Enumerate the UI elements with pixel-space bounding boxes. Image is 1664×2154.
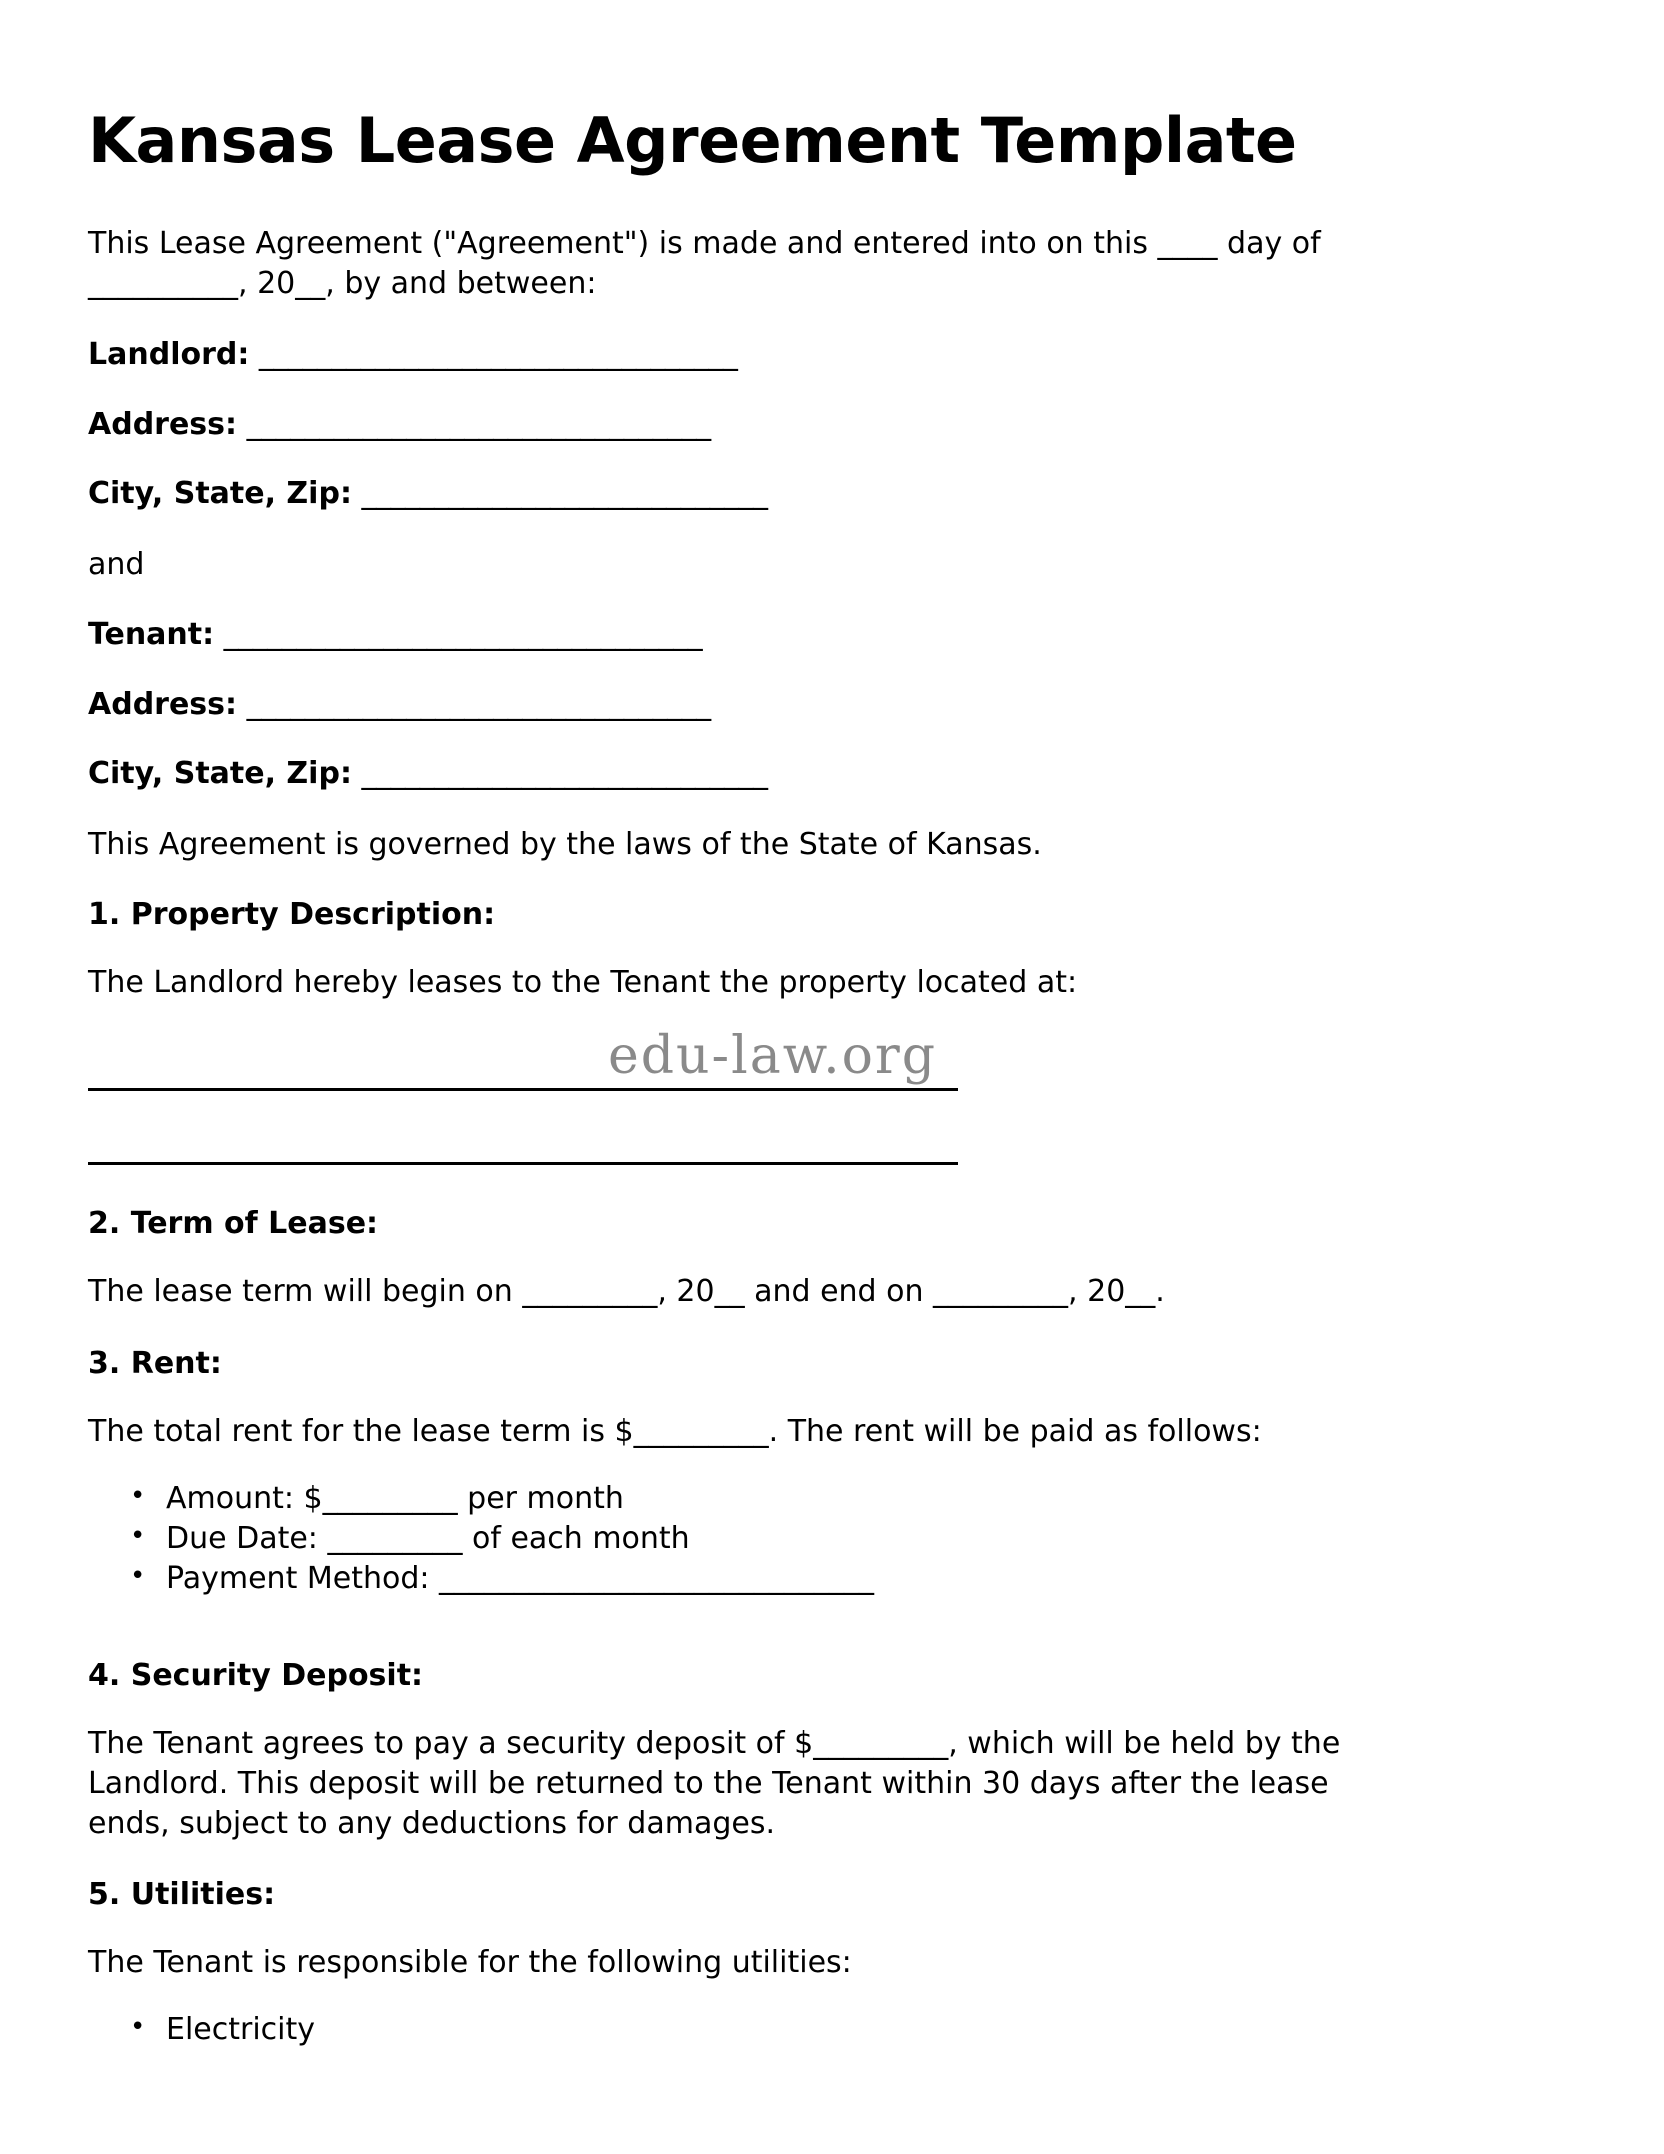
tenant-city-state-zip-label: City, State, Zip: [88,756,352,791]
rent-body: The total rent for the lease term is $_________. The rent will be paid as follows: [88,1414,1262,1449]
tenant-address-field [88,685,1418,725]
watermark-text: edu-law.org [608,1026,938,1086]
list-item: • Payment Method: _____________________________ [166,1559,1496,1599]
section-heading-property-description: 1. Property Description: [88,897,496,932]
landlord-city-state-zip-blank[interactable]: ____________________________ [361,476,768,511]
page-title: Kansas Lease Agreement Template [88,104,1297,177]
list-item: • Due Date: _________ of each month [166,1519,1496,1559]
rent-payment-list [88,1479,1496,1599]
landlord-address-field [88,405,1418,445]
property-description-body: The Landlord hereby leases to the Tenant the property located at: [88,965,1078,1000]
landlord-name-field [88,335,1418,375]
utilities-body: The Tenant is responsible for the following utilities: [88,1945,852,1980]
tenant-address-blank[interactable]: ________________________________ [246,687,711,722]
security-deposit-body: The Tenant agrees to pay a security deposit of $_________, which will be held by the Landlord. This deposit will be returned to the Tenant within 30 days after the lease ends, subject to any deductions for damages. [88,1726,1341,1841]
section-heading-rent: 3. Rent: [88,1346,222,1381]
tenant-name-blank[interactable]: _________________________________ [223,617,703,652]
tenant-name-field [88,615,1418,655]
tenant-city-state-zip-field [88,754,1418,794]
governing-law-paragraph: This Agreement is governed by the laws of the State of Kansas. [88,827,1042,862]
section-heading-utilities: 5. Utilities: [88,1877,276,1912]
utilities-list [88,2010,1496,2050]
conjunction-and: and [88,547,145,582]
landlord-address-blank[interactable]: ________________________________ [246,407,711,442]
property-address-blank-line-1[interactable] [88,1088,958,1091]
tenant-city-state-zip-blank[interactable]: ____________________________ [361,756,768,791]
tenant-name-label: Tenant: [88,617,215,652]
landlord-name-label: Landlord: [88,337,250,372]
section-heading-term-of-lease: 2. Term of Lease: [88,1206,379,1241]
property-address-blank-line-2[interactable] [88,1162,958,1165]
landlord-address-label: Address: [88,407,238,442]
term-of-lease-body: The lease term will begin on _________, 20__ and end on _________, 20__. [88,1274,1165,1309]
tenant-address-label: Address: [88,687,238,722]
intro-paragraph: This Lease Agreement ("Agreement") is made and entered into on this ____ day of __________, 20__, by and between: [88,226,1321,301]
list-item: • Electricity [166,2010,1496,2050]
landlord-city-state-zip-field [88,474,1418,514]
landlord-name-blank[interactable]: _________________________________ [258,337,738,372]
section-heading-security-deposit: 4. Security Deposit: [88,1658,424,1693]
landlord-city-state-zip-label: City, State, Zip: [88,476,352,511]
list-item: • Amount: $_________ per month [166,1479,1496,1519]
